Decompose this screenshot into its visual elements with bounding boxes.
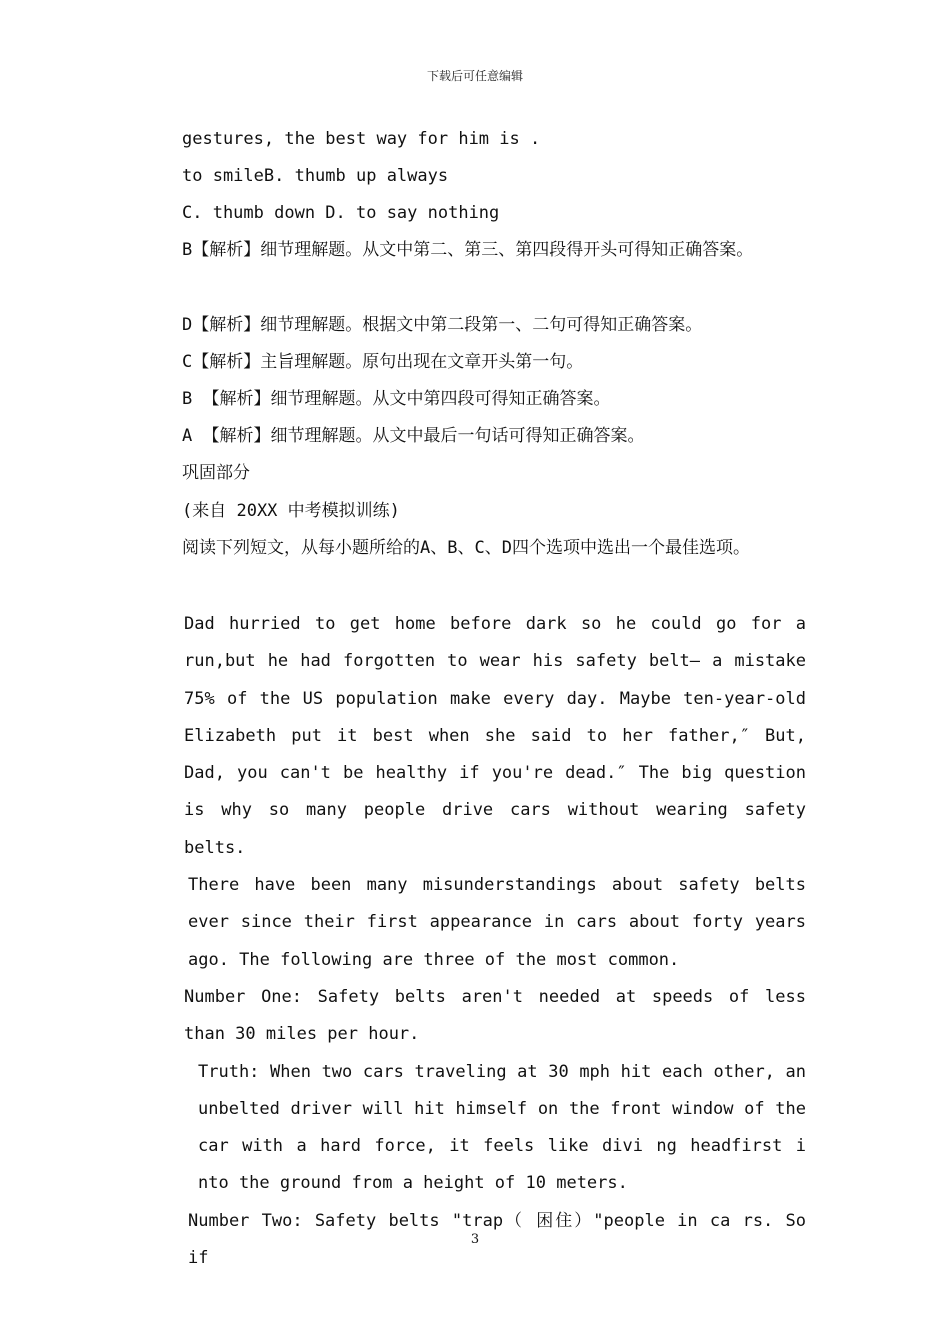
page-number: 3	[470, 1232, 480, 1247]
option-line-ab: to smileB. thumb up always	[182, 166, 449, 186]
answer-explanation-2: D【解析】细节理解题。根据文中第二段第一、二句可得知正确答案。	[182, 315, 703, 335]
answer-explanation-5: A 【解析】细节理解题。从文中最后一句话可得知正确答案。	[182, 426, 645, 446]
section-title: 巩固部分	[182, 463, 250, 483]
answer-explanation-1: B【解析】细节理解题。从文中第二、第三、第四段得开头可得知正确答案。	[182, 240, 754, 260]
option-line-cd: C. thumb down D. to say nothing	[182, 203, 500, 223]
answer-explanation-4: B 【解析】细节理解题。从文中第四段可得知正确答案。	[182, 389, 611, 409]
answer-explanation-3: C【解析】主旨理解题。原句出现在文章开头第一句。	[182, 352, 584, 372]
question-stem-line: gestures, the best way for him is .	[182, 129, 541, 149]
reading-passage	[144, 606, 806, 1277]
passage-paragraph-3: Number One: Safety belts aren't needed at speeds of less than 30 miles per hour.	[184, 986, 806, 1045]
page-header: 下载后可任意编辑	[426, 69, 523, 83]
instruction-text: 阅读下列短文，从每小题所给的A、B、C、D四个选项中选出一个最佳选项。	[182, 538, 750, 558]
passage-paragraph-2: There have been many misunderstandings about safety belts ever since their first appearance in cars about forty years ago. The following are three of the most common.	[188, 875, 806, 970]
passage-paragraph-5: Number Two: Safety belts "trap（ 困住）"people in ca rs. So if	[188, 1210, 806, 1269]
passage-paragraph-4: Truth: When two cars traveling at 30 mph hit each other, an unbelted driver will hit himself on the front window of the car with a hard force, it feels like divi ng headfirst i nto the ground from a height of 10 meters.	[198, 1061, 806, 1194]
passage-paragraph-1: Dad hurried to get home before dark so he could go for a run,but he had forgotten to wear his safety belt— a mistake 75% of the US population make every day. Maybe ten-year-old Elizabeth put it best when she said to her father,″ But, Dad, you can't be healthy if you're dead.″ The big question is why so many people drive cars without wearing safety belts.	[184, 614, 806, 858]
source-note: (来自 20XX 中考模拟训练)	[182, 501, 400, 521]
